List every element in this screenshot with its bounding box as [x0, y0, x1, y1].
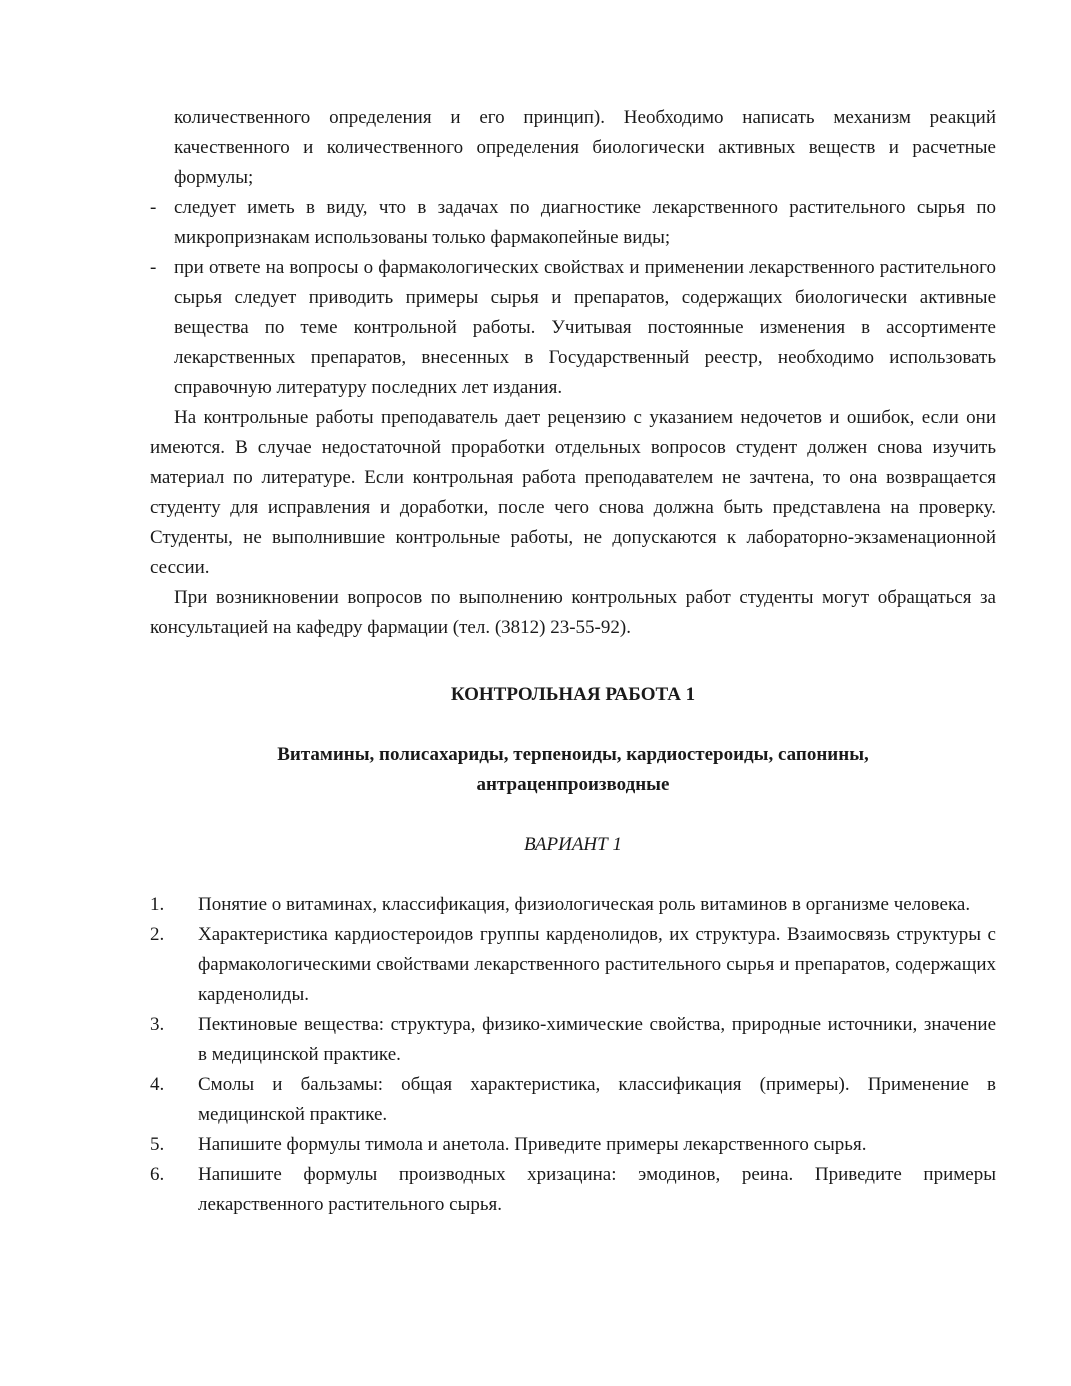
- section-title: КОНТРОЛЬНАЯ РАБОТА 1: [450, 684, 696, 705]
- question-text: Смолы и бальзамы: общая характеристика, классификация (примеры). Применение в медицинской практике.: [198, 1074, 996, 1125]
- list-item: [150, 1010, 996, 1070]
- bullet-text: при ответе на вопросы о фармакологических свойствах и применении лекарственного растительного сырья следует приводить примеры сырья и препаратов, содержащих биологически активные вещества по теме контрольной работы. Учитывая постоянные изменения в ассортименте лекарственных препаратов, внесенных в Государственный реестр, необходимо использовать справочную литературу последних лет издания.: [174, 257, 996, 398]
- list-item: [150, 253, 996, 403]
- list-item: [150, 890, 996, 920]
- list-item: [150, 1160, 996, 1220]
- questions-list: [150, 890, 996, 1220]
- subtitle-line: антраценпроизводные: [476, 774, 670, 795]
- question-text: Напишите формулы производных хризацина: эмодинов, реина. Приведите примеры лекарственного растительного сырья.: [198, 1164, 996, 1215]
- list-item: [150, 1070, 996, 1130]
- list-item: [150, 193, 996, 253]
- list-item: [150, 1130, 996, 1160]
- question-number: 6.: [150, 1164, 165, 1185]
- question-text: Напишите формулы тимола и анетола. Приведите примеры лекарственного сырья.: [198, 1134, 867, 1155]
- dash-marker: -: [150, 257, 157, 278]
- question-number: 5.: [150, 1134, 165, 1155]
- paragraph-review: На контрольные работы преподаватель дает рецензию с указанием недочетов и ошибок, если они имеются. В случае недостаточной проработки отдельных вопросов студент должен снова изучить материал по литературе. Если контрольная работа преподавателем не зачтена, то она возвращается студенту для исправления и доработки, после чего снова должна быть представлена на проверку. Студенты, не выполнившие контрольные работы, не допускаются к лабораторно-экзаменационной сессии.: [150, 407, 996, 578]
- variant-heading: ВАРИАНТ 1: [524, 834, 622, 855]
- question-text: Характеристика кардиостероидов группы карденолидов, их структура. Взаимосвязь структуры с фармакологическими свойствами лекарственного растительного сырья и препаратов, содержащих карденолиды.: [198, 924, 996, 1005]
- question-number: 4.: [150, 1074, 165, 1095]
- bullet-text: следует иметь в виду, что в задачах по диагностике лекарственного растительного сырья по микропризнакам использованы только фармакопейные виды;: [174, 197, 996, 248]
- subtitle-line: Витамины, полисахариды, терпеноиды, кардиостероиды, сапонины,: [277, 744, 869, 765]
- intro-continuation: количественного определения и его принцип). Необходимо написать механизм реакций качественного и количественного определения биологически активных веществ и расчетные формулы;: [174, 107, 996, 188]
- question-text: Пектиновые вещества: структура, физико-химические свойства, природные источники, значение в медицинской практике.: [198, 1014, 996, 1065]
- list-item: [150, 920, 996, 1010]
- section-subtitle: [150, 740, 996, 800]
- dash-marker: -: [150, 197, 157, 218]
- question-number: 3.: [150, 1014, 165, 1035]
- question-number: 1.: [150, 894, 165, 915]
- question-number: 2.: [150, 924, 165, 945]
- document-page: [150, 103, 996, 1220]
- question-text: Понятие о витаминах, классификация, физиологическая роль витаминов в организме человека.: [198, 894, 971, 915]
- paragraph-contact: При возникновении вопросов по выполнению контрольных работ студенты могут обращаться за консультацией на кафедру фармации (тел. (3812) 23-55-92).: [150, 587, 996, 638]
